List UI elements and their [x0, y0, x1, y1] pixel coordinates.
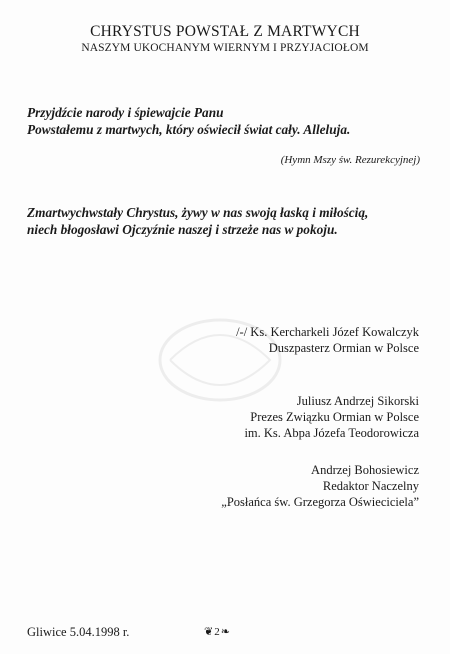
signature-line: im. Ks. Abpa Józefa Teodorowicza: [244, 426, 419, 440]
blessing-text: [27, 204, 427, 238]
page-title: CHRYSTUS POWSTAŁ Z MARTWYCH: [90, 23, 360, 40]
signature-line: Juliusz Andrzej Sikorski: [296, 394, 419, 408]
hymn-verse: [27, 104, 427, 138]
signature-block-priest: [236, 324, 419, 356]
signature-line: Duszpasterz Ormian w Polsce: [268, 341, 419, 355]
place-date: Gliwice 5.04.1998 r.: [27, 625, 130, 639]
signature-line: /-/ Ks. Kercharkeli Józef Kowalczyk: [236, 325, 419, 339]
signature-block-editor: [221, 462, 419, 510]
signature-line: Andrzej Bohosiewicz: [311, 463, 419, 477]
page-number: ❦2❧: [204, 626, 231, 638]
page-subtitle: NASZYM UKOCHANYM WIERNYM I PRZYJACIOŁOM: [81, 42, 369, 54]
hymn-verse-line: Przyjdźcie narody i śpiewajcie Panu: [27, 105, 224, 120]
signature-block-president: [244, 393, 419, 441]
blessing-line: Zmartwychwstały Chrystus, żywy w nas swoją łaską i miłością,: [27, 205, 369, 220]
signature-line: Prezes Związku Ormian w Polsce: [250, 410, 419, 424]
blessing-line: niech błogosławi Ojczyźnie naszej i strzeże nas w pokoju.: [27, 222, 338, 237]
hymn-verse-line: Powstałemu z martwych, który oświecił świat cały. Alleluja.: [27, 122, 351, 137]
signature-line: Redaktor Naczelny: [322, 479, 419, 493]
hymn-citation: (Hymn Mszy św. Rezurekcyjnej): [280, 154, 420, 166]
signature-line: „Posłańca św. Grzegorza Oświeciciela”: [221, 495, 419, 509]
